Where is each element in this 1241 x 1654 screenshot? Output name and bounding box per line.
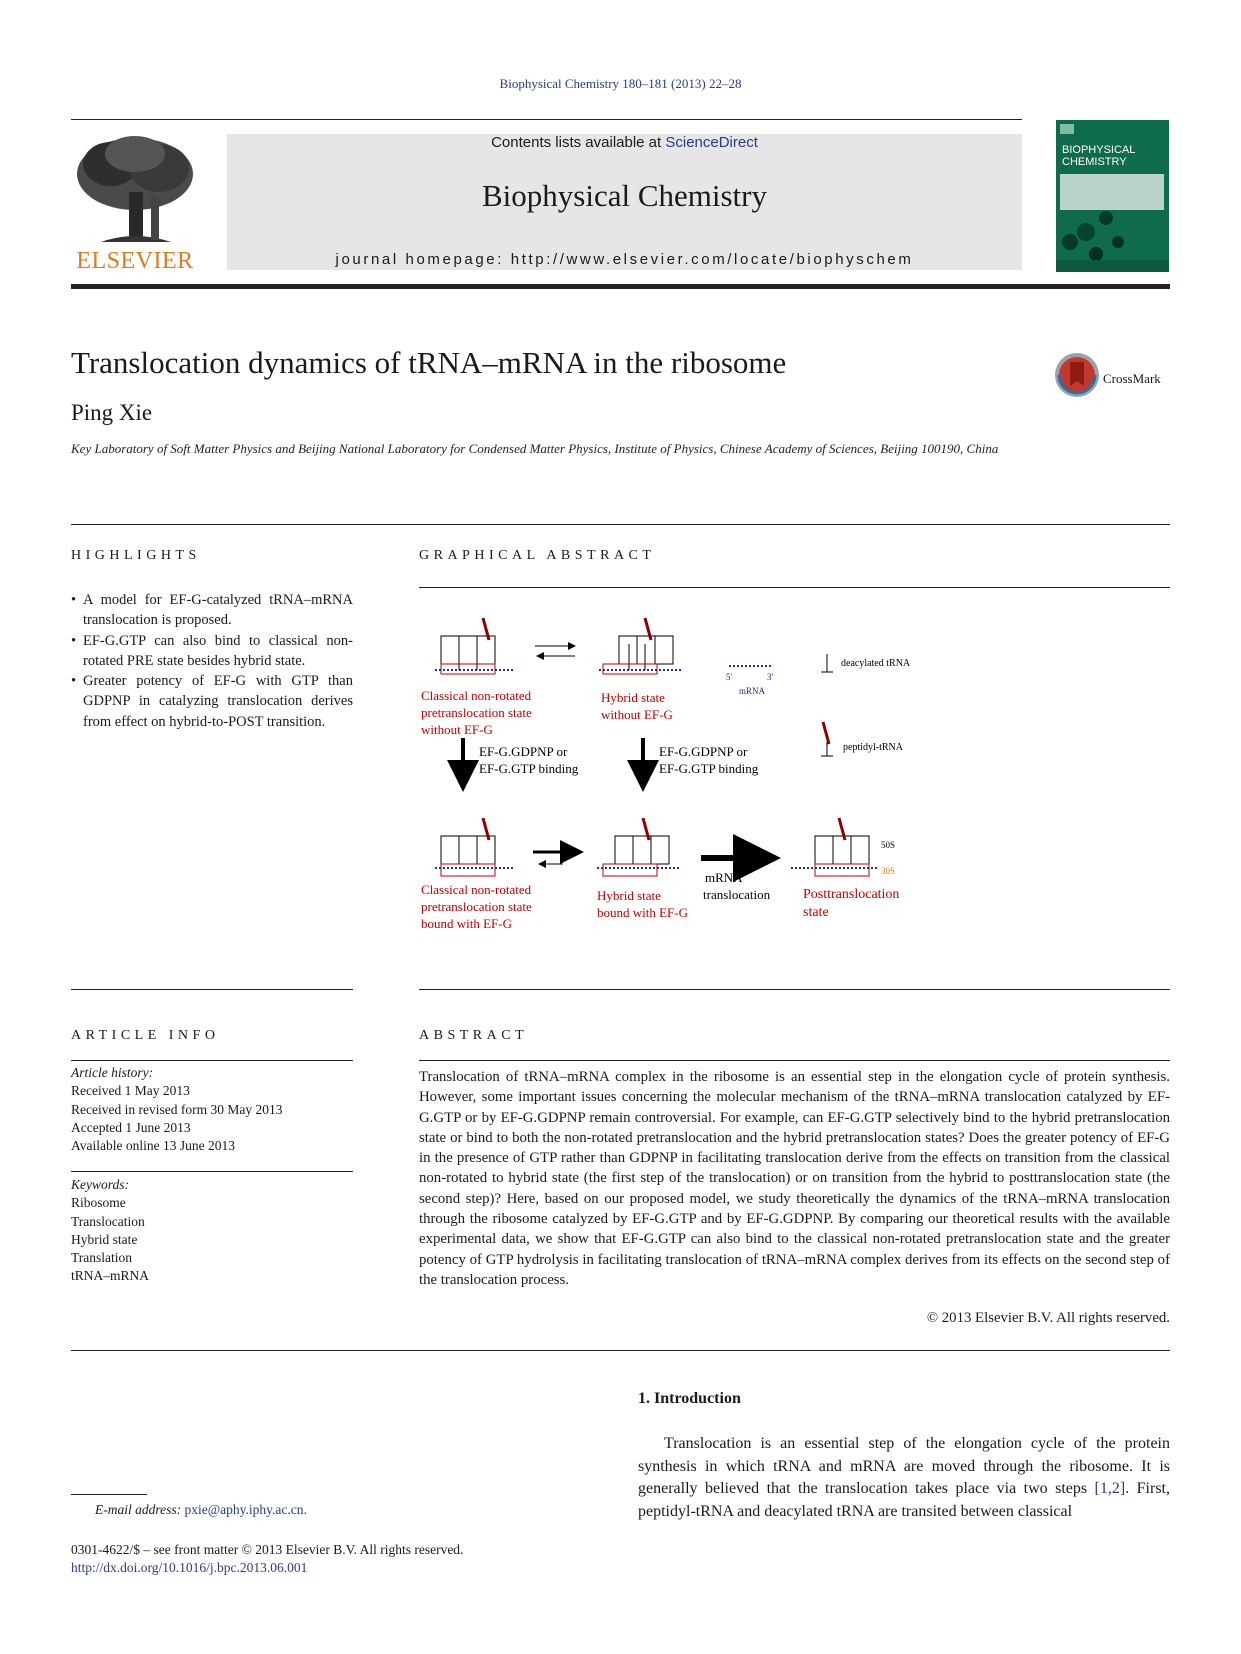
- legend-30s: 30S: [881, 866, 896, 876]
- ribosome-state-3: [435, 818, 513, 876]
- keyword: tRNA–mRNA: [71, 1268, 150, 1284]
- legend-deacylated-trna: [821, 654, 911, 672]
- footnote-rule: [71, 1494, 147, 1495]
- intro-text-part: . First, peptidyl-tRNA and deacylated tRNA are transited between classical: [638, 1480, 1170, 1520]
- svg-text:deacylated tRNA: deacylated tRNA: [841, 658, 911, 669]
- rule-after-abstract: [71, 1350, 1170, 1351]
- binding-label-1: EF-G.GTP binding: [479, 761, 579, 776]
- email-link[interactable]: pxie@aphy.iphy.ac.cn.: [184, 1502, 307, 1517]
- contents-line: [227, 134, 1022, 151]
- svg-text:3': 3': [767, 672, 774, 682]
- header-top-rule: [71, 119, 1022, 120]
- journal-reference[interactable]: Biophysical Chemistry 180–181 (2013) 22–28: [499, 76, 742, 91]
- abstract-copyright: © 2013 Elsevier B.V. All rights reserved.: [926, 1310, 1170, 1326]
- abstract-heading: ABSTRACT: [419, 1028, 529, 1043]
- article-info-rule: [71, 1060, 353, 1061]
- introduction-text: [638, 1433, 1170, 1523]
- abstract-rule: [419, 1060, 1170, 1061]
- contents-prefix: Contents lists available at: [491, 134, 666, 151]
- state4-label-line: Hybrid state: [597, 888, 661, 903]
- abstract-text: Translocation of tRNA–mRNA complex in the ribosome is an essential step in the elongation cycle of protein synthesis. However, some important issues concerning the molecular mechanism of the tRNA–mRNA translocation catalyzed by EF-G.GTP or by EF-G.GDPNP remain controversial. For example, can EF-G.GTP selectively bind to the hybrid pretranslocation state or bind to both the non-rotated pretranslocation and the hybrid pretranslocation states? Does the greater potency of EF-G in the presence of GTP rather than GDPNP in facilitating translocation derive from the effects on transition from the classical non-rotated to hybrid state (the first step of the translocation) or on transition from the hybrid to posttranslocation state (the second step)? Here, based on our proposed model, we study theoretically the dynamics of the tRNA–mRNA translocation through the ribosome catalyzed by EF-G.GTP and by EF-G.GDPNP. By comparing our theoretical results with the available experimental data, we show that EF-G.GTP can also bind to the classical non-rotated pretranslocation state and the greater potency of GTP hydrolysis in facilitating translocation of tRNA–mRNA complex derives from its effects on the second step of the translocation process.: [419, 1069, 1170, 1288]
- sciencedirect-link[interactable]: ScienceDirect: [665, 134, 758, 151]
- legend-peptidyl-trna: [821, 722, 904, 756]
- history-label: Article history:: [71, 1065, 154, 1080]
- svg-text:5': 5': [726, 672, 733, 682]
- keywords-label: Keywords:: [71, 1177, 129, 1192]
- svg-text:mRNA: mRNA: [739, 686, 766, 696]
- cover-title: BIOPHYSICAL CHEMISTRY: [1062, 144, 1135, 168]
- front-matter: 0301-4622/$ – see front matter © 2013 Elsevier B.V. All rights reserved.: [71, 1542, 464, 1557]
- graphical-abstract-top-rule: [419, 587, 1170, 588]
- tree-icon: [71, 134, 199, 246]
- crossmark-label[interactable]: CrossMark: [1103, 371, 1161, 386]
- keywords: [71, 1176, 149, 1286]
- header-thick-rule: [71, 284, 1170, 289]
- legend-50s: 50S: [881, 840, 896, 850]
- article-history: [71, 1064, 282, 1155]
- footnote-email: [95, 1502, 307, 1518]
- cover-band: [1060, 174, 1164, 210]
- highlight-item: • EF-G.GTP can also bind to classical non-rotated PRE state besides hybrid state.: [71, 631, 353, 672]
- introduction-heading: 1. Introduction: [638, 1390, 741, 1407]
- translocation-label: translocation: [703, 887, 771, 902]
- journal-title: Biophysical Chemistry: [481, 178, 767, 213]
- keyword: Translocation: [71, 1213, 145, 1229]
- intro-text-part: Translocation is an essential step of the elongation cycle of the protein synthesis in which tRNA and mRNA are moved through the ribosome. It is generally believed that the translocation takes place via two steps: [638, 1435, 1170, 1497]
- legend-mrna: [726, 666, 774, 696]
- crossmark-badge[interactable]: [1054, 352, 1100, 398]
- state2-label-line: Hybrid state: [601, 690, 665, 705]
- keyword: Hybrid state: [71, 1231, 138, 1247]
- binding-label-1: EF-G.GDPNP or: [479, 744, 568, 759]
- online-date: Available online 13 June 2013: [71, 1138, 235, 1154]
- ribosome-state-2: [599, 618, 681, 674]
- svg-text:peptidyl-tRNA: peptidyl-tRNA: [843, 742, 903, 753]
- citation-link[interactable]: [1,2]: [1094, 1480, 1126, 1497]
- rule-before-highlights: [71, 524, 1170, 525]
- article-info-heading: ARTICLE INFO: [71, 1028, 220, 1043]
- rule-right-mid: [419, 989, 1170, 990]
- highlights-list: [71, 590, 353, 732]
- received-date: Received 1 May 2013: [71, 1083, 190, 1099]
- state1-label-line: pretranslocation state: [421, 705, 532, 720]
- translocation-label: mRNA: [705, 870, 743, 885]
- graphical-abstract-figure: [419, 610, 939, 955]
- article-title: Translocation dynamics of tRNA–mRNA in the ribosome: [71, 345, 787, 380]
- state3-label-line: bound with EF-G: [421, 916, 512, 931]
- state4-label-line: bound with EF-G: [597, 905, 688, 920]
- keyword: Ribosome: [71, 1195, 126, 1211]
- accepted-date: Accepted 1 June 2013: [71, 1119, 191, 1135]
- ribosome-state-1: [435, 618, 513, 674]
- email-label: E-mail address:: [95, 1502, 182, 1517]
- state2-label-line: without EF-G: [601, 707, 673, 722]
- highlight-item: • A model for EF-G-catalyzed tRNA–mRNA translocation is proposed.: [71, 590, 353, 631]
- state3-label-line: Classical non-rotated: [421, 882, 532, 897]
- highlight-item: • Greater potency of EF-G with GTP than GDPNP in catalyzing translocation derives from effect on hybrid-to-POST transition.: [71, 671, 353, 732]
- ribosome-state-5: [791, 818, 895, 876]
- doi-link[interactable]: http://dx.doi.org/10.1016/j.bpc.2013.06.001: [71, 1560, 308, 1575]
- rule-left-mid: [71, 989, 353, 990]
- revised-date: Received in revised form 30 May 2013: [71, 1101, 283, 1117]
- state1-label-line: Classical non-rotated: [421, 688, 532, 703]
- keyword: Translation: [71, 1250, 133, 1266]
- graphical-abstract-heading: GRAPHICAL ABSTRACT: [419, 548, 656, 563]
- state5-label-line: state: [803, 905, 829, 920]
- keywords-rule: [71, 1171, 353, 1172]
- journal-homepage[interactable]: journal homepage: http://www.elsevier.com/locate/biophyschem: [335, 251, 914, 268]
- state5-label-line: Posttranslocation: [803, 887, 900, 902]
- article-author: Ping Xie: [71, 400, 153, 425]
- ribosome-state-4: [597, 818, 681, 876]
- author-affiliation: Key Laboratory of Soft Matter Physics and Beijing National Laboratory for Condensed Matter Physics, Institute of Physics, Chinese Academy of Sciences, Beijing 100190, China: [71, 441, 999, 456]
- crossmark-icon: [1054, 352, 1100, 398]
- binding-label-2: EF-G.GDPNP or: [659, 744, 748, 759]
- state3-label-line: pretranslocation state: [421, 899, 532, 914]
- elsevier-wordmark: ELSEVIER: [76, 248, 194, 274]
- state1-label-line: without EF-G: [421, 722, 493, 737]
- highlights-heading: HIGHLIGHTS: [71, 548, 201, 563]
- binding-label-2: EF-G.GTP binding: [659, 761, 759, 776]
